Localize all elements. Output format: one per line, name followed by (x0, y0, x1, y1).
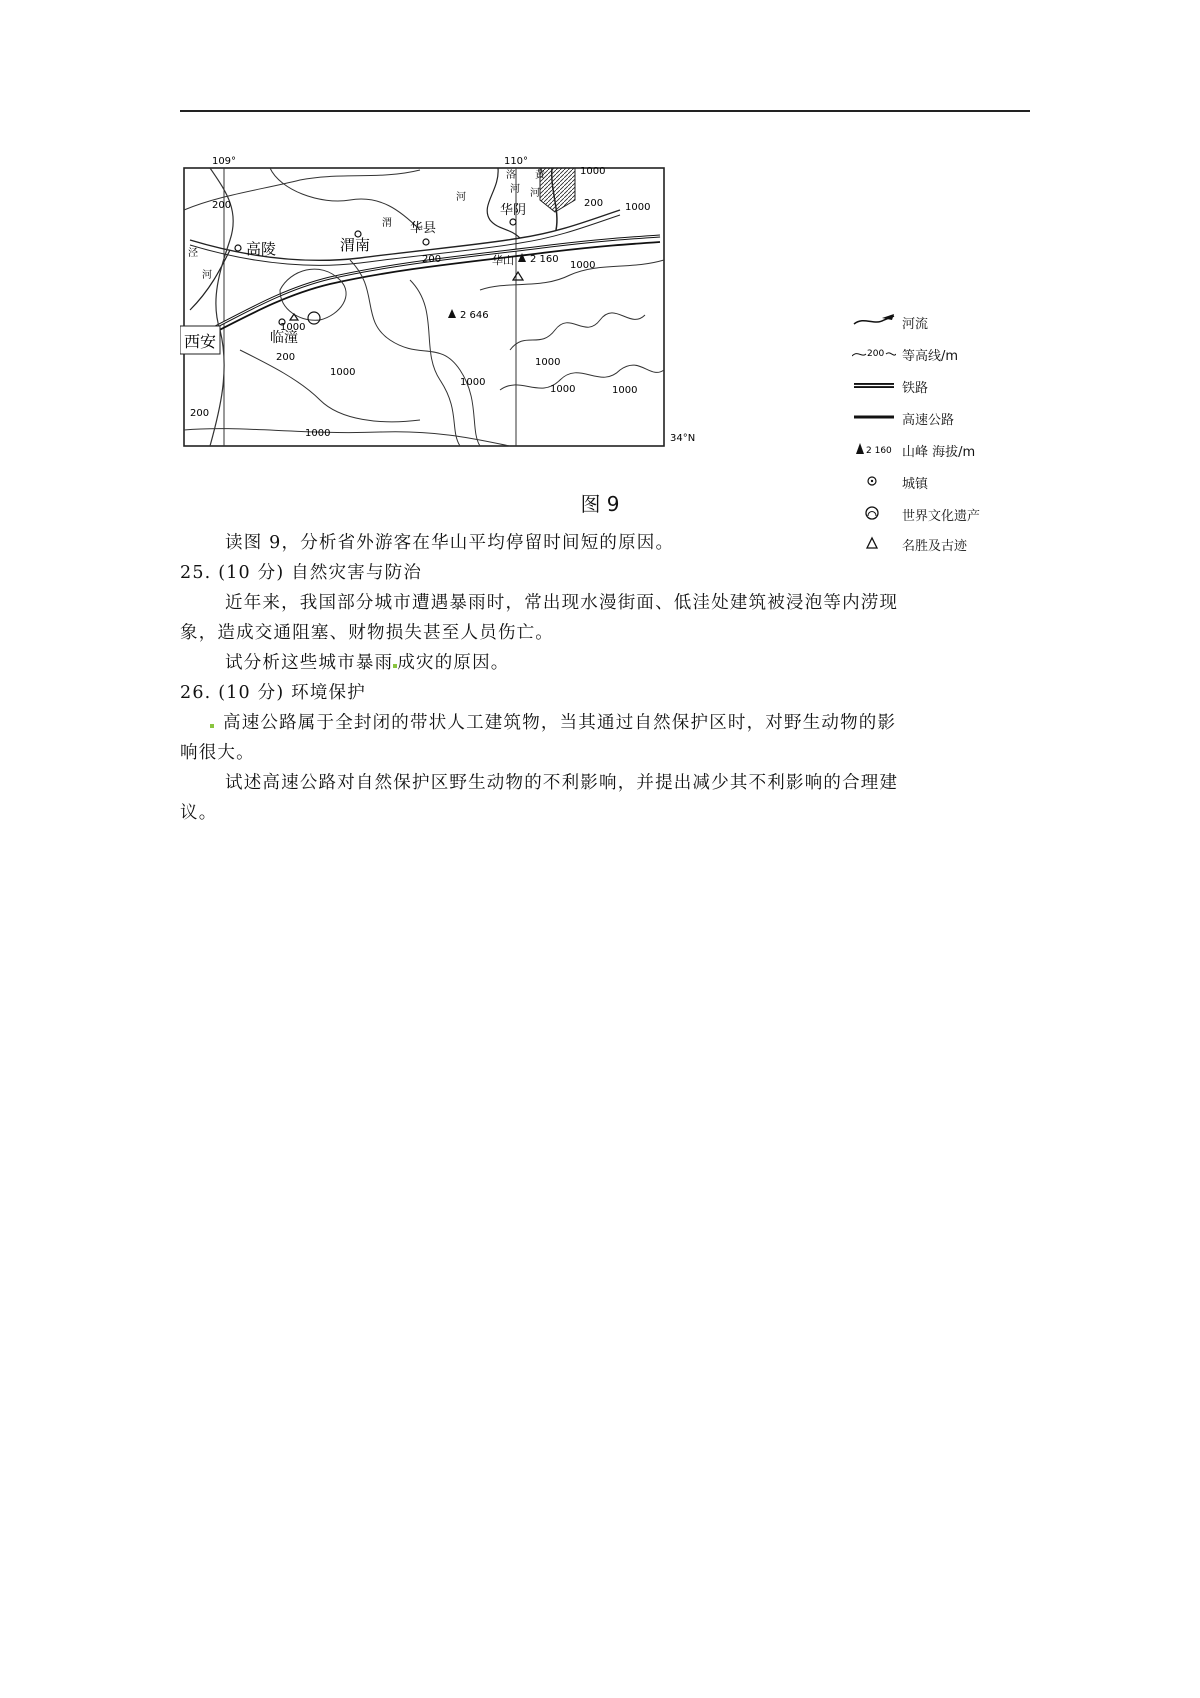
contour-line (350, 260, 480, 446)
town-icon (423, 239, 429, 245)
contour-label: 1000 (625, 202, 651, 213)
contour-line (240, 350, 420, 422)
road-line (270, 168, 420, 230)
green-dot-icon (210, 724, 214, 728)
lat-label-34: 34°N (670, 433, 696, 444)
svg-text:2 160: 2 160 (866, 446, 892, 456)
legend-item (852, 342, 1032, 364)
town-icon (510, 219, 516, 225)
contour-label: 1000 (580, 166, 606, 177)
legend-label: 世界文化遗产 (902, 509, 981, 524)
contour-label: 1000 (460, 377, 486, 388)
river-label: 河 (530, 188, 540, 199)
legend-item (852, 310, 1032, 332)
legend-item (852, 374, 1032, 396)
q25-line1: 近年来，我国部分城市遭遇暴雨时，常出现水漫街面、低洼处建筑被浸泡等内涝现 (225, 593, 899, 613)
legend-label: 城镇 (902, 477, 929, 492)
contour-label: 1000 (612, 385, 638, 396)
river-label: 河 (202, 270, 212, 281)
river-label: 洛 (506, 170, 516, 181)
header-rule (180, 110, 1030, 112)
railway-icon (852, 374, 896, 396)
figure-caption: 图 9 (580, 492, 620, 516)
contour-icon (852, 342, 896, 364)
q25-prompt (180, 648, 1075, 678)
scenic-icon (513, 272, 523, 280)
contour-label: 1000 (535, 357, 561, 368)
river-label: 黄 (535, 170, 545, 181)
river-label: 河 (456, 192, 466, 203)
place-label: 华县 (410, 221, 437, 236)
legend-item (852, 406, 1032, 428)
town-icon (235, 245, 241, 251)
legend-label: 高速公路 (902, 413, 955, 428)
peak-icon (852, 438, 896, 460)
q26-prompt2: 议。 (180, 803, 218, 823)
place-label: 高陵 (246, 240, 277, 258)
q25-title: 25. (10 分) 自然灾害与防治 (180, 563, 423, 583)
peak-label: 2 160 (530, 254, 559, 265)
contour-label: 1000 (305, 428, 331, 439)
contour-label: 1000 (550, 384, 576, 395)
place-label: 渭南 (340, 236, 371, 254)
q26-prompt1: 试述高速公路对自然保护区野生动物的不利影响，并提出减少其不利影响的合理建 (225, 773, 899, 793)
contour-label: 1000 (330, 367, 356, 378)
river-label: 渭 (382, 218, 392, 229)
place-label: 华山 (492, 254, 514, 267)
contour-label: 200 (276, 352, 296, 363)
peak-label: 2 646 (460, 310, 489, 321)
lon-label-110: 110° (503, 156, 529, 167)
legend-label: 河流 (902, 317, 929, 332)
river-label: 泾 (188, 248, 198, 259)
river-icon (852, 310, 896, 332)
q25-line2: 象，造成交通阻塞、财物损失甚至人员伤亡。 (180, 623, 554, 643)
q26-line1-wrap (180, 708, 1060, 738)
legend-label: 山峰 海拔/m (902, 445, 976, 460)
map-svg (180, 150, 820, 460)
expressway-icon (852, 406, 896, 428)
q26-title: 26. (10 分) 环境保护 (180, 683, 366, 703)
lon-label-109: 109° (211, 156, 237, 167)
svg-text:200: 200 (867, 349, 885, 359)
yellow-river-hatch (540, 168, 575, 212)
place-label: 华阴 (500, 203, 527, 218)
heritage-icon (308, 312, 320, 324)
q25-prompt-b: 成灾的原因。 (397, 653, 510, 673)
q24-prompt: 读图 9，分析省外游客在华山平均停留时间短的原因。 (225, 533, 675, 553)
place-label: 临潼 (270, 330, 298, 346)
contour-line (510, 313, 645, 350)
legend-label: 名胜及古迹 (902, 539, 968, 554)
place-label: 西安 (184, 332, 217, 351)
contour-label: 200 (584, 198, 604, 209)
contour-line (184, 429, 510, 446)
q26-line2: 响很大。 (180, 743, 255, 763)
q25-prompt-a: 试分析这些城市暴雨 (225, 653, 394, 673)
river-label: 河 (510, 184, 520, 195)
legend-label: 等高线/m (902, 349, 959, 364)
contour-label: 200 (212, 200, 232, 211)
scenic-icon (290, 314, 298, 320)
legend-label: 铁路 (902, 381, 929, 396)
contour-line (410, 280, 460, 446)
contour-label: 200 (422, 254, 442, 265)
peak-icon (448, 309, 456, 318)
contour-label: 1000 (280, 322, 306, 333)
contour-label: 1000 (570, 260, 596, 271)
q26-line1: 高速公路属于全封闭的带状人工建筑物，当其通过自然保护区时，对野生动物的影 (223, 713, 897, 733)
legend-item (852, 438, 1032, 460)
contour-line (500, 365, 664, 390)
contour-label: 200 (190, 408, 210, 419)
